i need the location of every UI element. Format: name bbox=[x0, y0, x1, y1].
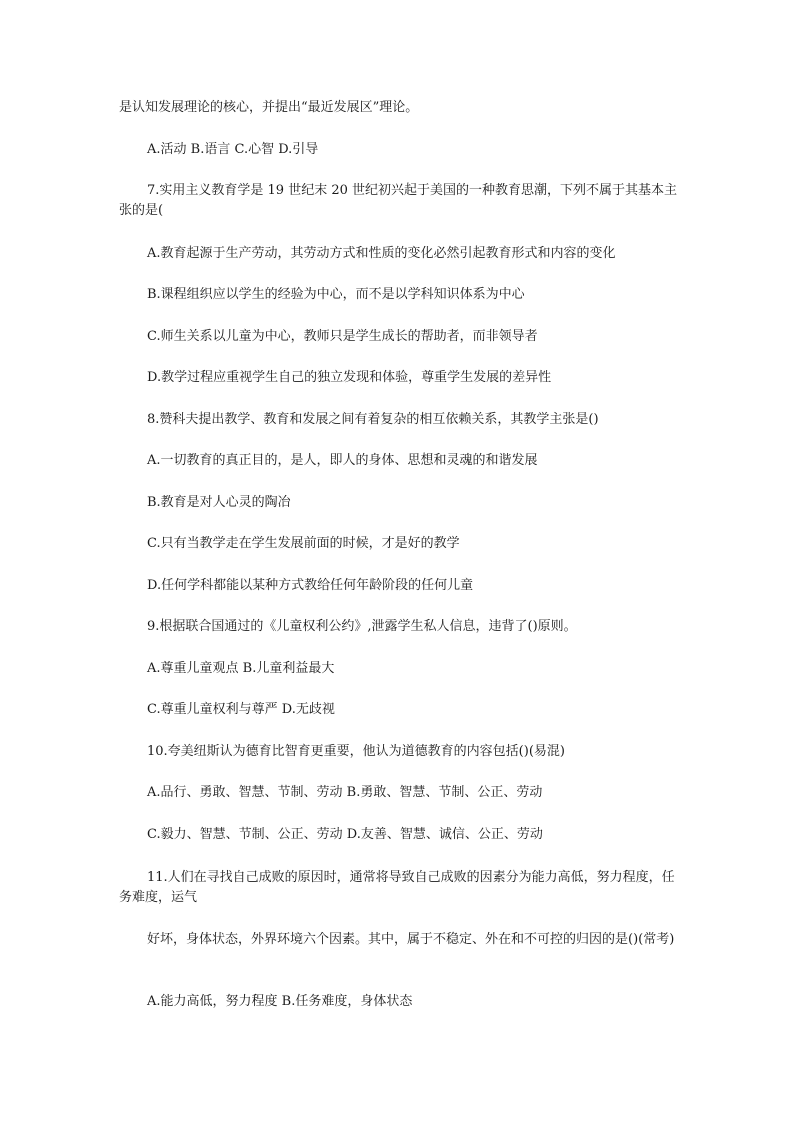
option-a: A.教育起源于生产劳动，其劳动方式和性质的变化必然引起教育形式和内容的变化 bbox=[147, 246, 616, 261]
text-line: 是认知发展理论的核心，并提出“最近发展区”理论。 bbox=[119, 100, 419, 115]
answer-options: A.活动 B.语言 C.心智 D.引导 bbox=[147, 142, 319, 157]
answer-options: A.尊重儿童观点 B.儿童利益最大 bbox=[147, 661, 335, 676]
question-11-continued: 好坏，身体状态，外界环境六个因素。其中，属于不稳定、外在和不可控的归因的是()(常考) bbox=[147, 932, 675, 947]
question-11: 11.人们在寻找自己成败的原因时，通常将导致自己成败的因素分为能力高低，努力程度，任务难度，运气 bbox=[119, 870, 675, 905]
option-d: D.任何学科都能以某种方式教给任何年龄阶段的任何儿童 bbox=[147, 578, 474, 593]
question-10: 10.夸美纽斯认为德育比智育更重要，他认为道德教育的内容包括()(易混) bbox=[147, 744, 565, 759]
answer-options: A.品行、勇敢、智慧、节制、劳动 B.勇敢、智慧、节制、公正、劳动 bbox=[147, 785, 543, 800]
question-8: 8.赞科夫提出教学、教育和发展之间有着复杂的相互依赖关系，其教学主张是() bbox=[147, 412, 599, 427]
answer-options: C.尊重儿童权利与尊严 D.无歧视 bbox=[147, 702, 335, 717]
option-b: B.课程组织应以学生的经验为中心，而不是以学科知识体系为中心 bbox=[147, 287, 525, 302]
answer-options: C.毅力、智慧、节制、公正、劳动 D.友善、智慧、诚信、公正、劳动 bbox=[147, 827, 543, 842]
option-a: A.一切教育的真正目的，是人，即人的身体、思想和灵魂的和谐发展 bbox=[147, 453, 538, 468]
option-c: C.只有当教学走在学生发展前面的时候，才是好的教学 bbox=[147, 536, 460, 551]
question-7: 7.实用主义教育学是 19 世纪末 20 世纪初兴起于美国的一种教育思潮，下列不属于其基本主张的是( bbox=[119, 183, 678, 218]
answer-options: A.能力高低，努力程度 B.任务难度，身体状态 bbox=[147, 994, 413, 1009]
option-d: D.教学过程应重视学生自己的独立发现和体验，尊重学生发展的差异性 bbox=[147, 370, 552, 385]
option-c: C.师生关系以儿童为中心，教师只是学生成长的帮助者，而非领导者 bbox=[147, 329, 538, 344]
option-b: B.教育是对人心灵的陶冶 bbox=[147, 495, 291, 510]
question-9: 9.根据联合国通过的《儿童权利公约》,泄露学生私人信息，违背了()原则。 bbox=[147, 619, 577, 634]
